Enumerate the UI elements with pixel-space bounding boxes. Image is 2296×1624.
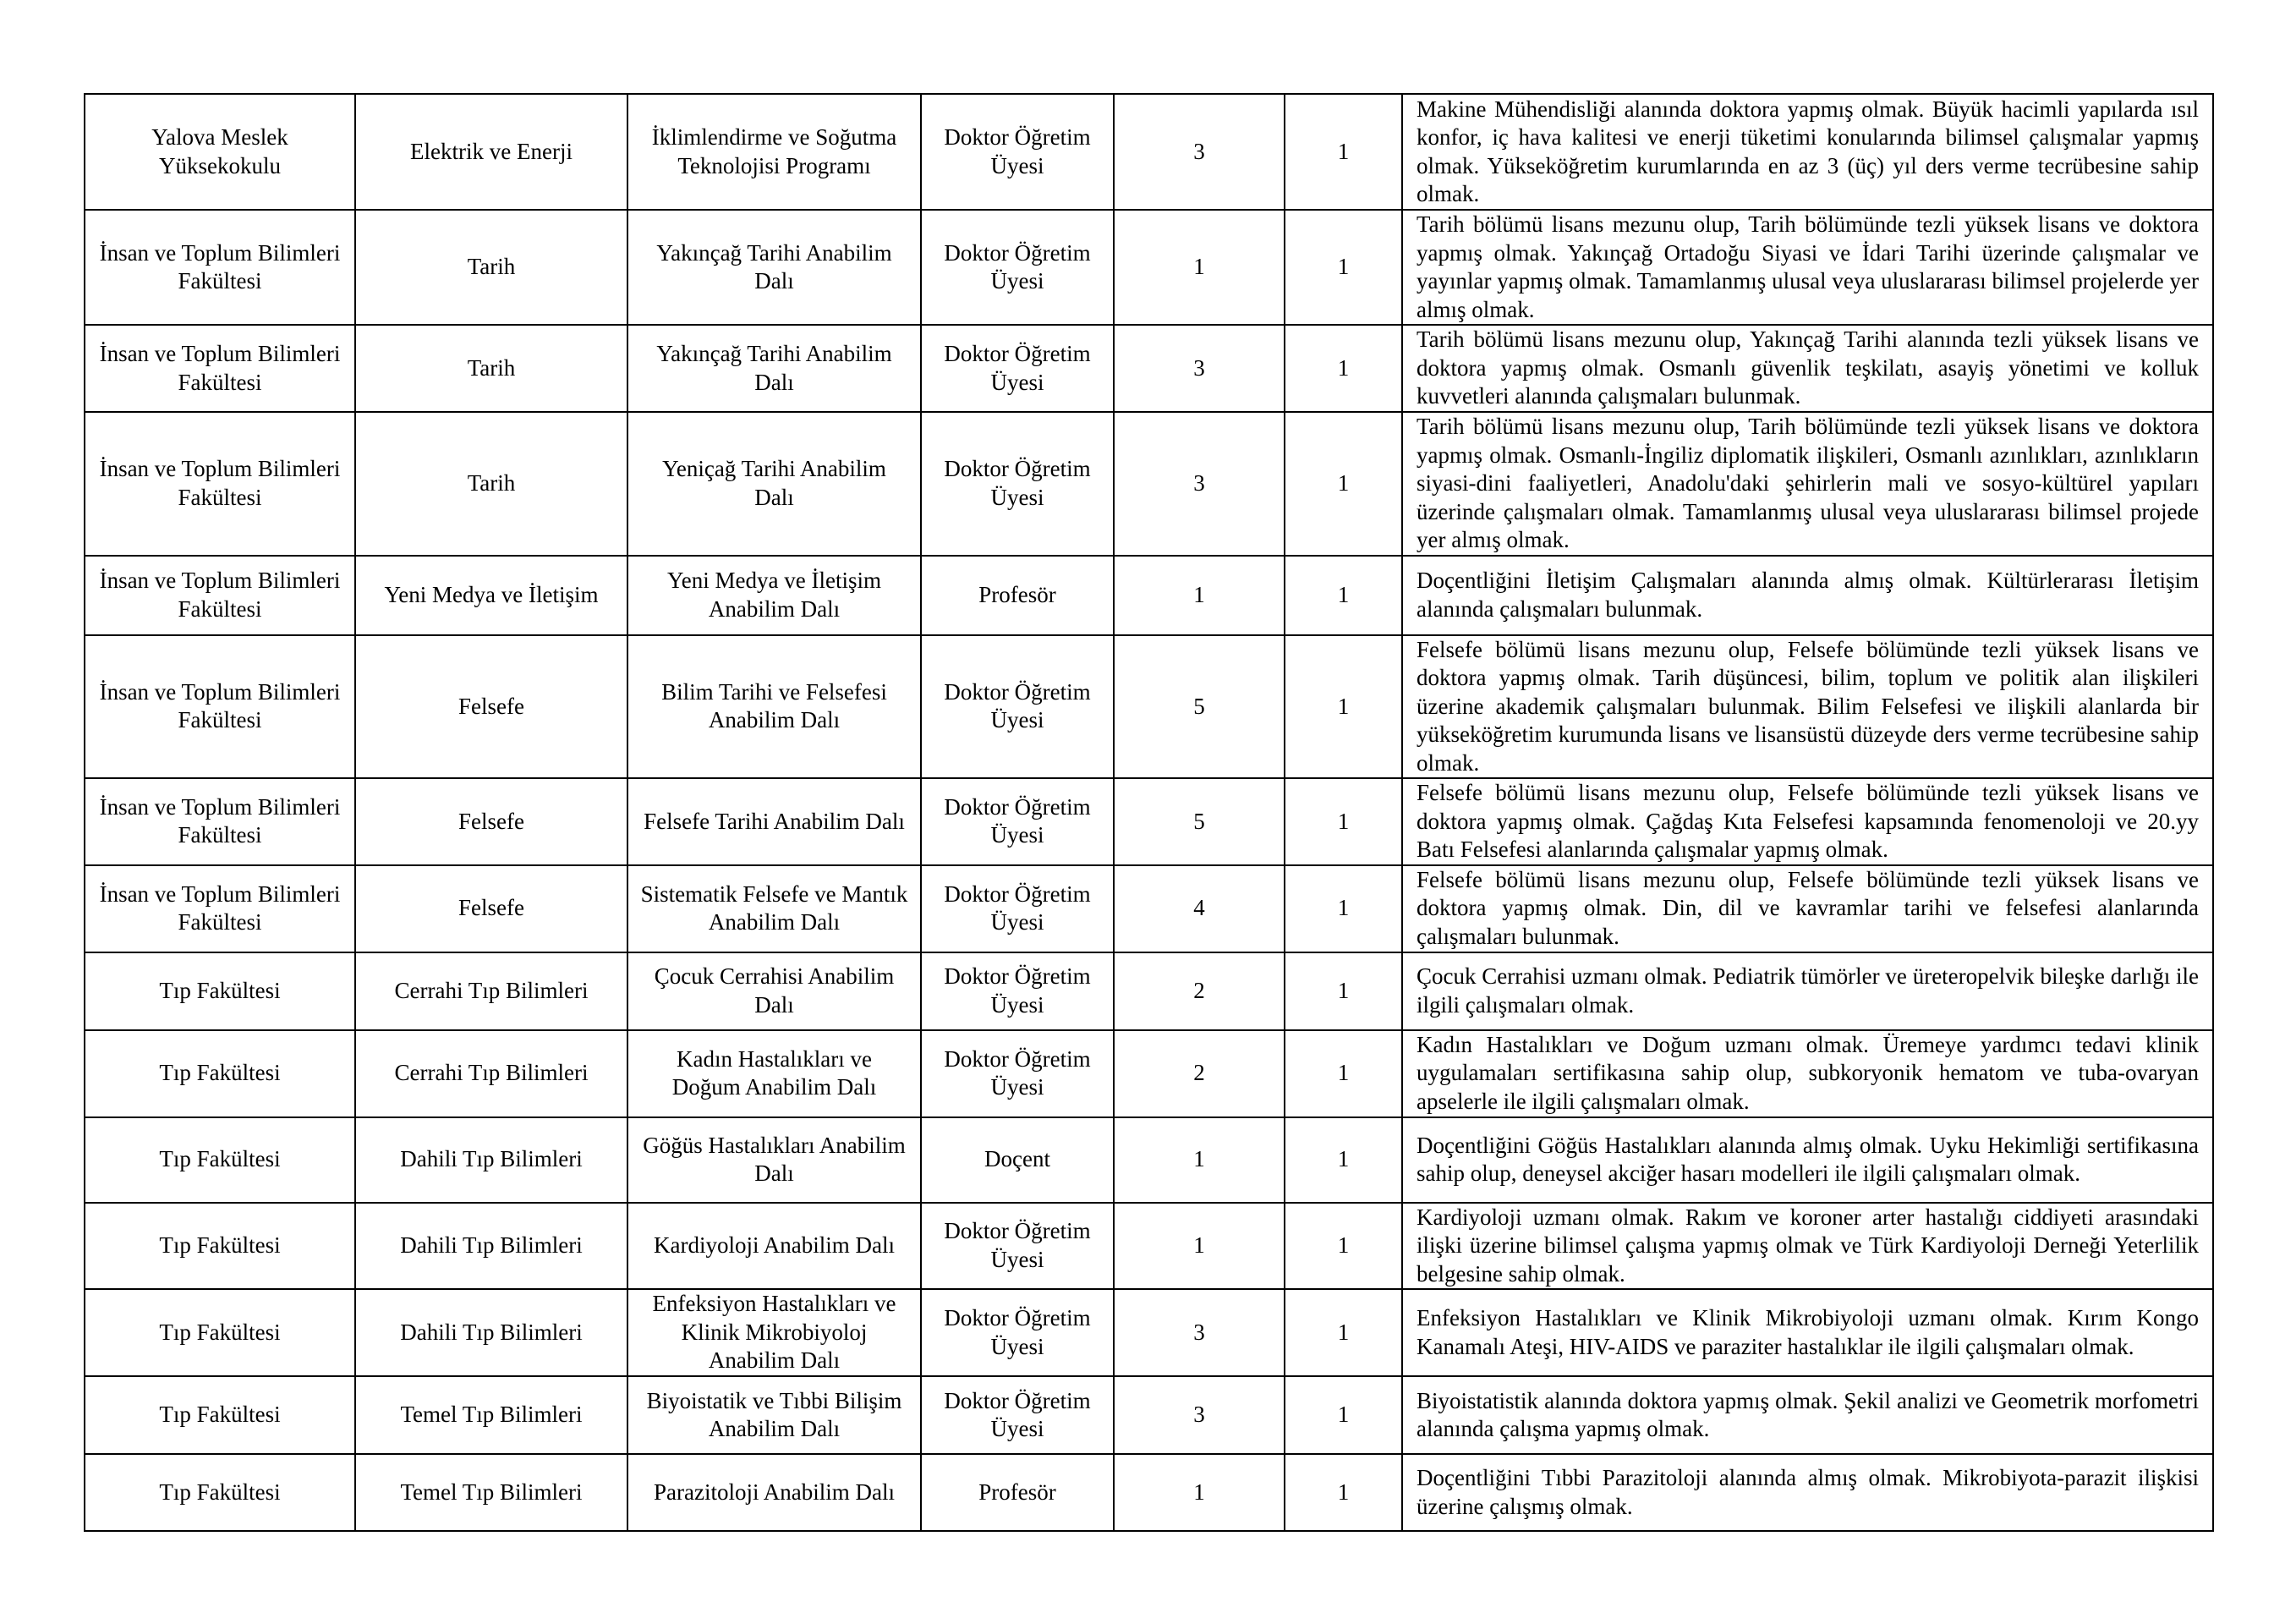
program-cell: Çocuk Cerrahisi Anabilim Dalı [627, 952, 921, 1030]
unit-cell: Tıp Fakültesi [85, 1289, 355, 1376]
degree-cell: 5 [1114, 635, 1285, 779]
department-cell: Tarih [355, 412, 627, 556]
count-cell: 1 [1285, 778, 1402, 865]
count-cell: 1 [1285, 210, 1402, 325]
department-cell: Dahili Tıp Bilimleri [355, 1203, 627, 1290]
count-cell: 1 [1285, 1117, 1402, 1203]
department-cell: Felsefe [355, 778, 627, 865]
requirements-cell: Felsefe bölümü lisans mezunu olup, Felsefe bölümünde tezli yüksek lisans ve doktora yapmış olmak. Çağdaş Kıta Felsefesi kapsamında fenomenoloji ve 20.yy Batı Felsefesi alanlarında çalışmalar yapmış olmak. [1402, 778, 2213, 865]
degree-cell: 1 [1114, 556, 1285, 635]
title-cell: Doktor Öğretim Üyesi [921, 94, 1114, 210]
department-cell: Yeni Medya ve İletişim [355, 556, 627, 635]
program-cell: İklimlendirme ve Soğutma Teknolojisi Programı [627, 94, 921, 210]
department-cell: Felsefe [355, 865, 627, 952]
department-cell: Felsefe [355, 635, 627, 779]
requirements-cell: Felsefe bölümü lisans mezunu olup, Felsefe bölümünde tezli yüksek lisans ve doktora yapmış olmak. Tarih düşüncesi, bilim, toplum ve politik alan ilişkileri üzerine akademik çalışmaları bulunmak. Bilim Felsefesi ve ilişkili alanlarda bir yükseköğretim kurumunda lisans ve lisansüstü düzeyde ders verme tecrübesine sahip olmak. [1402, 635, 2213, 779]
program-cell: Göğüs Hastalıkları Anabilim Dalı [627, 1117, 921, 1203]
unit-cell: Tıp Fakültesi [85, 1454, 355, 1531]
department-cell: Dahili Tıp Bilimleri [355, 1289, 627, 1376]
requirements-cell: Kardiyoloji uzmanı olmak. Rakım ve koroner arter hastalığı ciddiyeti arasındaki ilişki üzerine bilimsel çalışma yapmış olmak ve Türk Kardiyoloji Derneği Yeterlilik belgesine sahip olmak. [1402, 1203, 2213, 1290]
department-cell: Tarih [355, 210, 627, 325]
count-cell: 1 [1285, 325, 1402, 412]
unit-cell: Tıp Fakültesi [85, 1117, 355, 1203]
count-cell: 1 [1285, 1376, 1402, 1454]
degree-cell: 5 [1114, 778, 1285, 865]
department-cell: Elektrik ve Enerji [355, 94, 627, 210]
unit-cell: İnsan ve Toplum Bilimleri Fakültesi [85, 778, 355, 865]
table-row [85, 1376, 2213, 1454]
program-cell: Yakınçağ Tarihi Anabilim Dalı [627, 325, 921, 412]
table-row [85, 865, 2213, 952]
unit-cell: Tıp Fakültesi [85, 952, 355, 1030]
unit-cell: İnsan ve Toplum Bilimleri Fakültesi [85, 325, 355, 412]
title-cell: Doktor Öğretim Üyesi [921, 952, 1114, 1030]
department-cell: Temel Tıp Bilimleri [355, 1376, 627, 1454]
table-row [85, 556, 2213, 635]
table-row [85, 94, 2213, 210]
title-cell: Doktor Öğretim Üyesi [921, 1030, 1114, 1117]
requirements-cell: Doçentliğini Göğüs Hastalıkları alanında almış olmak. Uyku Hekimliği sertifikasına sahip olup, deneysel akciğer hasarı modelleri ile ilgili çalışmaları olmak. [1402, 1117, 2213, 1203]
count-cell: 1 [1285, 1289, 1402, 1376]
unit-cell: Tıp Fakültesi [85, 1030, 355, 1117]
requirements-cell: Biyoistatistik alanında doktora yapmış olmak. Şekil analizi ve Geometrik morfometri alanında çalışma yapmış olmak. [1402, 1376, 2213, 1454]
count-cell: 1 [1285, 94, 1402, 210]
title-cell: Doktor Öğretim Üyesi [921, 865, 1114, 952]
title-cell: Doktor Öğretim Üyesi [921, 210, 1114, 325]
degree-cell: 4 [1114, 865, 1285, 952]
degree-cell: 1 [1114, 1203, 1285, 1290]
program-cell: Yeni Medya ve İletişim Anabilim Dalı [627, 556, 921, 635]
requirements-cell: Makine Mühendisliği alanında doktora yapmış olmak. Büyük hacimli yapılarda ısıl konfor, iç hava kalitesi ve enerji tüketimi konularında bilimsel çalışmalar yapmış olmak. Yükseköğretim kurumlarında en az 3 (üç) yıl ders verme tecrübesine sahip olmak. [1402, 94, 2213, 210]
program-cell: Enfeksiyon Hastalıkları ve Klinik Mikrobiyoloj Anabilim Dalı [627, 1289, 921, 1376]
table-row [85, 1117, 2213, 1203]
degree-cell: 1 [1114, 210, 1285, 325]
requirements-cell: Tarih bölümü lisans mezunu olup, Yakınçağ Tarihi alanında tezli yüksek lisans ve doktora yapmış olmak. Osmanlı güvenlik teşkilatı, asayiş yönetimi ve kolluk kuvvetleri alanında çalışmaları bulunmak. [1402, 325, 2213, 412]
requirements-cell: Kadın Hastalıkları ve Doğum uzmanı olmak. Üremeye yardımcı tedavi klinik uygulamaları sertifikasına sahip olup, subkoryonik hematom ve tuba-ovaryan apselerle ile ilgili çalışmaları olmak. [1402, 1030, 2213, 1117]
program-cell: Felsefe Tarihi Anabilim Dalı [627, 778, 921, 865]
unit-cell: İnsan ve Toplum Bilimleri Fakültesi [85, 210, 355, 325]
table-row [85, 635, 2213, 779]
department-cell: Dahili Tıp Bilimleri [355, 1117, 627, 1203]
program-cell: Kardiyoloji Anabilim Dalı [627, 1203, 921, 1290]
count-cell: 1 [1285, 952, 1402, 1030]
table-row [85, 952, 2213, 1030]
degree-cell: 3 [1114, 1289, 1285, 1376]
program-cell: Parazitoloji Anabilim Dalı [627, 1454, 921, 1531]
program-cell: Kadın Hastalıkları ve Doğum Anabilim Dalı [627, 1030, 921, 1117]
requirements-cell: Doçentliğini Tıbbi Parazitoloji alanında almış olmak. Mikrobiyota-parazit ilişkisi üzerine çalışmış olmak. [1402, 1454, 2213, 1531]
table-row [85, 1203, 2213, 1290]
department-cell: Tarih [355, 325, 627, 412]
requirements-cell: Çocuk Cerrahisi uzmanı olmak. Pediatrik tümörler ve üreteropelvik bileşke darlığı ile ilgili çalışmaları olmak. [1402, 952, 2213, 1030]
degree-cell: 3 [1114, 1376, 1285, 1454]
count-cell: 1 [1285, 412, 1402, 556]
title-cell: Doktor Öğretim Üyesi [921, 412, 1114, 556]
requirements-cell: Tarih bölümü lisans mezunu olup, Tarih bölümünde tezli yüksek lisans ve doktora yapmış olmak. Yakınçağ Ortadoğu Siyasi ve İdari Tarihi üzerinde çalışmalar ve yayınlar yapmış olmak. Tamamlanmış ulusal veya uluslararası bilimsel projelerde yer almış olmak. [1402, 210, 2213, 325]
count-cell: 1 [1285, 865, 1402, 952]
count-cell: 1 [1285, 635, 1402, 779]
count-cell: 1 [1285, 1030, 1402, 1117]
title-cell: Doktor Öğretim Üyesi [921, 635, 1114, 779]
title-cell: Doktor Öğretim Üyesi [921, 778, 1114, 865]
table-row [85, 1030, 2213, 1117]
program-cell: Sistematik Felsefe ve Mantık Anabilim Dalı [627, 865, 921, 952]
degree-cell: 3 [1114, 325, 1285, 412]
degree-cell: 2 [1114, 1030, 1285, 1117]
degree-cell: 3 [1114, 94, 1285, 210]
table-row [85, 325, 2213, 412]
faculty-positions-table [84, 93, 2214, 1532]
program-cell: Biyoistatik ve Tıbbi Bilişim Anabilim Dalı [627, 1376, 921, 1454]
program-cell: Bilim Tarihi ve Felsefesi Anabilim Dalı [627, 635, 921, 779]
count-cell: 1 [1285, 556, 1402, 635]
program-cell: Yakınçağ Tarihi Anabilim Dalı [627, 210, 921, 325]
department-cell: Cerrahi Tıp Bilimleri [355, 1030, 627, 1117]
unit-cell: Yalova Meslek Yüksekokulu [85, 94, 355, 210]
unit-cell: İnsan ve Toplum Bilimleri Fakültesi [85, 556, 355, 635]
title-cell: Profesör [921, 1454, 1114, 1531]
requirements-cell: Tarih bölümü lisans mezunu olup, Tarih bölümünde tezli yüksek lisans ve doktora yapmış olmak. Osmanlı-İngiliz diplomatik ilişkileri, Osmanlı azınlıkları, azınlıkların siyasi-dini faaliyetleri, Anadolu'daki şehirlerin mali ve sosyo-kültürel yapıları üzerinde çalışmaları olmak. Tamamlanmış ulusal veya uluslararası bilimsel projede yer almış olmak. [1402, 412, 2213, 556]
table-row [85, 778, 2213, 865]
requirements-cell: Doçentliğini İletişim Çalışmaları alanında almış olmak. Kültürlerarası İletişim alanında çalışmaları bulunmak. [1402, 556, 2213, 635]
title-cell: Profesör [921, 556, 1114, 635]
table-row [85, 210, 2213, 325]
table-row [85, 412, 2213, 556]
unit-cell: İnsan ve Toplum Bilimleri Fakültesi [85, 865, 355, 952]
degree-cell: 2 [1114, 952, 1285, 1030]
unit-cell: Tıp Fakültesi [85, 1203, 355, 1290]
unit-cell: İnsan ve Toplum Bilimleri Fakültesi [85, 412, 355, 556]
program-cell: Yeniçağ Tarihi Anabilim Dalı [627, 412, 921, 556]
requirements-cell: Enfeksiyon Hastalıkları ve Klinik Mikrobiyoloji uzmanı olmak. Kırım Kongo Kanamalı Ateşi, HIV-AIDS ve paraziter hastalıklar ile ilgili çalışmaları olmak. [1402, 1289, 2213, 1376]
table-row [85, 1289, 2213, 1376]
degree-cell: 3 [1114, 412, 1285, 556]
title-cell: Doktor Öğretim Üyesi [921, 1289, 1114, 1376]
department-cell: Cerrahi Tıp Bilimleri [355, 952, 627, 1030]
department-cell: Temel Tıp Bilimleri [355, 1454, 627, 1531]
degree-cell: 1 [1114, 1454, 1285, 1531]
degree-cell: 1 [1114, 1117, 1285, 1203]
title-cell: Doktor Öğretim Üyesi [921, 1203, 1114, 1290]
title-cell: Doktor Öğretim Üyesi [921, 325, 1114, 412]
requirements-cell: Felsefe bölümü lisans mezunu olup, Felsefe bölümünde tezli yüksek lisans ve doktora yapmış olmak. Din, dil ve kavramlar tarihi ve felsefesi alanlarında çalışmaları bulunmak. [1402, 865, 2213, 952]
table-row [85, 1454, 2213, 1531]
unit-cell: Tıp Fakültesi [85, 1376, 355, 1454]
title-cell: Doktor Öğretim Üyesi [921, 1376, 1114, 1454]
count-cell: 1 [1285, 1454, 1402, 1531]
title-cell: Doçent [921, 1117, 1114, 1203]
count-cell: 1 [1285, 1203, 1402, 1290]
unit-cell: İnsan ve Toplum Bilimleri Fakültesi [85, 635, 355, 779]
